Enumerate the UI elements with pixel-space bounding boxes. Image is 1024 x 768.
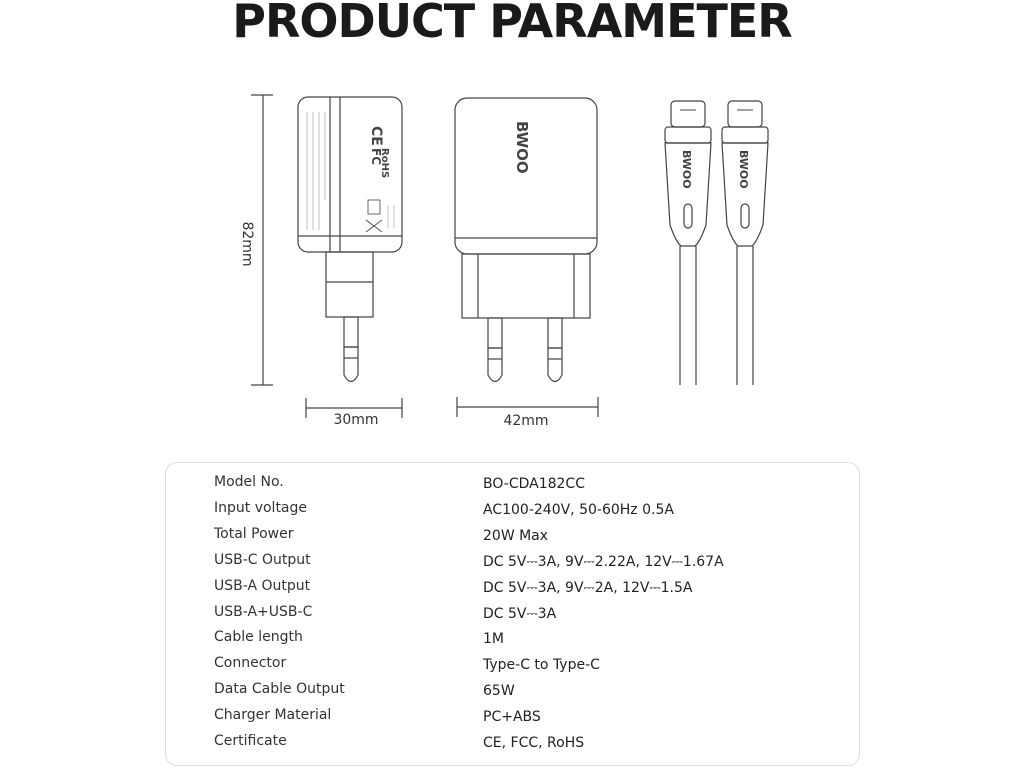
spec-row-connector [166, 655, 859, 681]
cable-right [722, 101, 768, 385]
spec-value: PC+ABS [483, 709, 541, 725]
front-width-dimension-label: 42mm [503, 413, 549, 429]
spec-value: Type-C to Type-C [483, 657, 600, 673]
spec-label: Total Power [214, 526, 294, 542]
spec-row-usb-c-output [166, 552, 859, 578]
spec-value: DC 5V⎓3A [483, 606, 557, 622]
spec-row-data-cable-output [166, 681, 859, 707]
brand-logo-cable-left: BWOO [680, 150, 693, 189]
charger-side-view [298, 97, 402, 382]
spec-value: DC 5V⎓3A, 9V⎓2A, 12V⎓1.5A [483, 580, 693, 596]
spec-label: Cable length [214, 629, 303, 645]
spec-label: Data Cable Output [214, 681, 345, 697]
spec-row-cable-length [166, 629, 859, 655]
side-width-dimension-label: 30mm [333, 412, 379, 428]
brand-logo-cable-right: BWOO [737, 150, 750, 189]
spec-value: AC100-240V, 50-60Hz 0.5A [483, 502, 674, 518]
spec-label: Model No. [214, 474, 284, 490]
brand-logo-front: BWOO [513, 121, 531, 174]
spec-label: Connector [214, 655, 287, 671]
spec-row-model [166, 474, 859, 500]
spec-value: 20W Max [483, 528, 549, 544]
spec-value: 1M [483, 631, 504, 647]
spec-value: 65W [483, 683, 515, 699]
spec-label: USB-A+USB-C [214, 604, 313, 620]
page-title: PRODUCT PARAMETER [232, 0, 792, 48]
spec-row-usb-a-usb-c [166, 604, 859, 630]
spec-value: BO-CDA182CC [483, 476, 585, 492]
spec-table [165, 462, 860, 766]
spec-value: DC 5V⎓3A, 9V⎓2.22A, 12V⎓1.67A [483, 554, 724, 570]
spec-row-charger-material [166, 707, 859, 733]
height-dimension-label: 82mm [239, 221, 255, 267]
spec-row-usb-a-output [166, 578, 859, 604]
spec-row-input-voltage [166, 500, 859, 526]
cable-left [665, 101, 711, 385]
spec-row-certificate [166, 733, 859, 759]
spec-label: Input voltage [214, 500, 308, 516]
spec-row-total-power [166, 526, 859, 552]
fc-mark: FC [369, 148, 383, 166]
ce-mark: CE [368, 126, 384, 146]
rohs-mark: RoHS [379, 148, 390, 179]
spec-label: USB-C Output [214, 552, 311, 568]
spec-label: Certificate [214, 733, 287, 749]
spec-label: Charger Material [214, 707, 332, 723]
spec-label: USB-A Output [214, 578, 311, 594]
spec-value: CE, FCC, RoHS [483, 735, 585, 751]
